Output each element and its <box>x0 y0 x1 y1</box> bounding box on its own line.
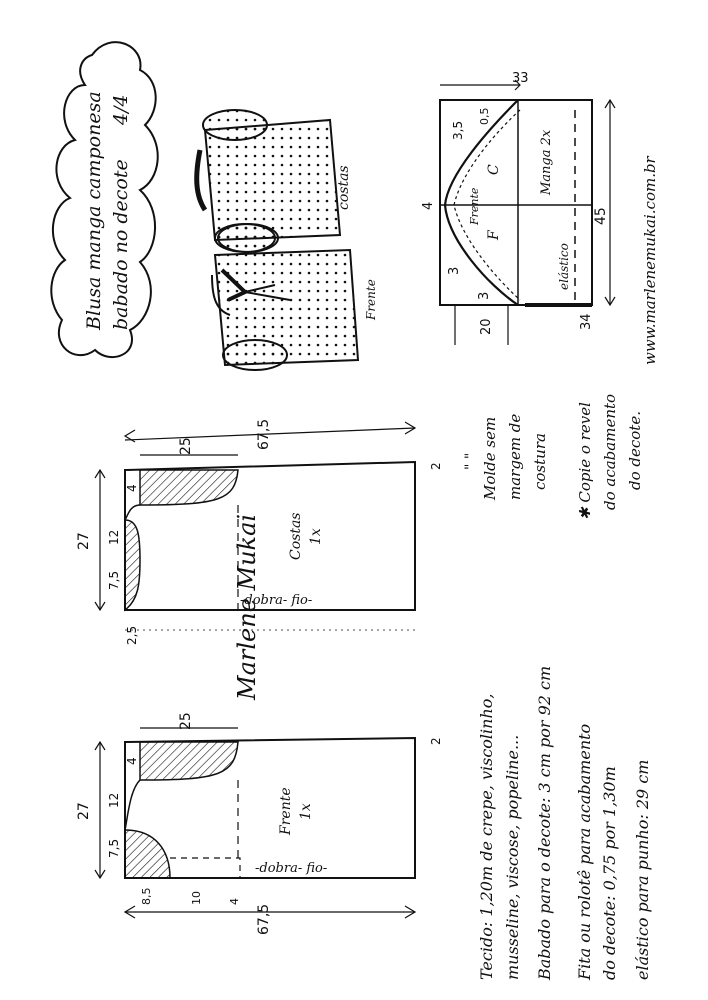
front-dim-10: 10 <box>190 891 203 905</box>
fabric-line5: do decote: 0,75 por 1,30m <box>600 766 619 980</box>
sleeve-dim-4: 4 <box>421 201 436 210</box>
sleeve-c-label: C <box>486 164 502 175</box>
back-dim-75: 7,5 <box>107 570 121 590</box>
fabric-line2: musseline, viscose, popeline... <box>503 734 522 980</box>
front-piece-fold: -dobra- fio- <box>255 861 328 876</box>
note-molde-2: margem de <box>506 413 524 500</box>
sleeve-dim-34: 34 <box>579 313 594 330</box>
back-dim-4: 4 <box>125 484 139 492</box>
title-page: 4/4 <box>110 94 132 125</box>
sleeve-pattern <box>440 80 615 345</box>
back-dim-shoulder: 25 <box>178 437 194 455</box>
front-dim-width: 67,5 <box>256 903 272 935</box>
note-copie-2: do acabamento <box>601 393 619 510</box>
note-ditto: " " <box>463 452 479 470</box>
front-dim-4b: 4 <box>228 898 241 905</box>
sleeve-dim-3a: 3 <box>447 266 462 275</box>
signature: Marlene Mukai <box>233 513 261 700</box>
sleeve-f-label: F <box>486 230 502 240</box>
back-piece-name: Costas <box>288 512 304 560</box>
front-dim-side: 2 <box>429 737 443 745</box>
note-molde-3: costura <box>531 433 549 490</box>
sleeve-name-label: Manga 2x <box>539 129 554 195</box>
note-molde-1: Molde sem <box>481 416 499 500</box>
back-dim-side: 2 <box>429 462 443 470</box>
note-copie-3: do decote. <box>626 411 644 490</box>
back-dim-width: 67,5 <box>256 418 272 450</box>
sleeve-dim-45: 45 <box>593 207 609 225</box>
front-dim-75: 7,5 <box>107 838 121 858</box>
front-dim-shoulder: 25 <box>178 712 194 730</box>
back-dim-25: 2,5 <box>125 625 139 645</box>
back-dim-height: 27 <box>76 532 92 550</box>
front-dim-12: 12 <box>107 792 121 808</box>
sleeve-elastic-label: elástico <box>557 243 571 290</box>
website: www.marlenemukai.com.br <box>641 156 659 365</box>
illustration-front <box>212 224 358 370</box>
sleeve-dim-20: 20 <box>479 318 494 335</box>
front-illustration-label: Frente <box>364 279 378 320</box>
fabric-line4: Fita ou rolotê para acabamento <box>575 723 594 980</box>
title-line2: babado no decote <box>110 159 132 330</box>
note-copie-1: ✱ Copie o revel <box>576 402 594 520</box>
sleeve-dim-05: 0,5 <box>478 107 491 125</box>
sleeve-dim-35: 3,5 <box>451 120 465 140</box>
back-piece-qty: 1x <box>308 528 324 545</box>
title-line1: Blusa manga camponesa <box>83 91 105 330</box>
fabric-line3: Babado para o decote: 3 cm por 92 cm <box>535 665 554 980</box>
fabric-line1: Tecido: 1,20m de crepe, viscolinho, <box>477 693 496 980</box>
sleeve-dim-top: 33 <box>512 71 529 86</box>
sleeve-dim-3b: 3 <box>477 291 492 300</box>
front-piece-name: Frente <box>278 787 294 835</box>
back-piece-fold: -dobra- fio- <box>240 593 313 608</box>
front-dim-85: 8,5 <box>140 887 153 905</box>
back-illustration-label: costas <box>336 165 352 210</box>
title-group <box>83 91 132 331</box>
back-dim-12: 12 <box>107 529 121 545</box>
front-dim-height: 27 <box>76 802 92 820</box>
fabric-line6: elástico para punho: 29 cm <box>633 759 652 980</box>
front-piece-qty: 1x <box>298 803 314 820</box>
sleeve-front-edge-label: Frente <box>468 187 481 225</box>
front-dim-4: 4 <box>125 757 139 765</box>
